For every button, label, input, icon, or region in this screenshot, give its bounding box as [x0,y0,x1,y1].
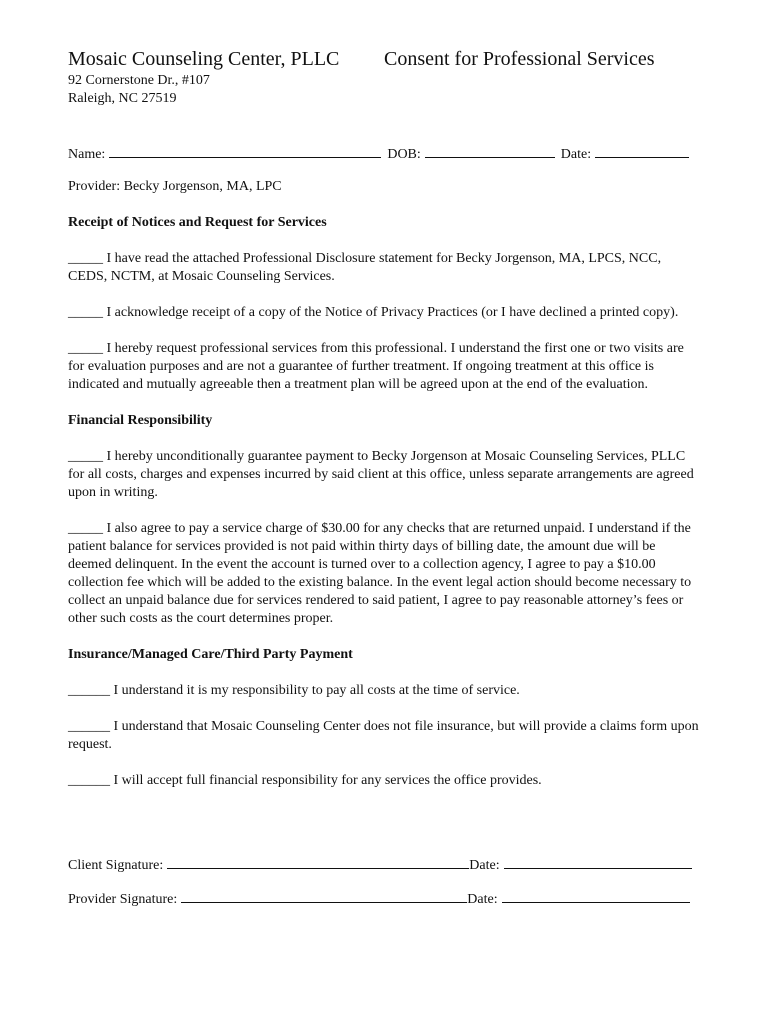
receipt-request-item: _____ I hereby request professional services from this professional. I understand the first one or two visits are for evaluation purposes and are not a guarantee of further treatment. If ongoing treatment at this office is indicated and mutually agreeable then a treatment plan will be agreed upon at the end of the evaluation. [68,341,684,392]
receipt-privacy-item: _____ I acknowledge receipt of a copy of the Notice of Privacy Practices (or I have declined a printed copy). [68,305,679,320]
address-line-2: Raleigh, NC 27519 [68,91,177,106]
name-label: Name: [68,147,106,162]
financial-charges-item: _____ I also agree to pay a service charge of $30.00 for any checks that are returned unpaid. I understand if the patient balance for services provided is not paid within thirty days of billing date, the amount due will be deemed delinquent. In the event the account is turned over to a collection agency, I agree to pay a $10.00 collection fee which will be added to the existing balance. In the event legal action should become necessary to collect an unpaid balance due for services rendered to said patient, I agree to pay reasonable attorney’s fees or other such costs as the court determines proper. [68,521,692,626]
insurance-accept-item: ______ I will accept full financial responsibility for any services the office provides. [68,773,542,788]
insurance-claims-item: ______ I understand that Mosaic Counseling Center does not file insurance, but will provide a claims form upon request. [68,719,699,752]
name-field[interactable] [109,143,381,158]
document-title: Consent for Professional Services [384,48,655,70]
dob-field[interactable] [425,143,555,158]
date-field[interactable] [595,143,689,158]
client-signature-row [68,854,702,874]
client-signature-label: Client Signature: [68,858,164,873]
provider-signature-label: Provider Signature: [68,892,178,907]
organization-name: Mosaic Counseling Center, PLLC [68,48,340,70]
client-signature-date-field[interactable] [504,854,692,869]
client-info-fields [68,143,702,163]
provider-signature-row [68,888,702,908]
receipt-disclosure-item: _____ I have read the attached Professional Disclosure statement for Becky Jorgenson, MA, LPCS, NCC, CEDS, NCTM, at Mosaic Counseling Services. [68,251,662,284]
address-line-1: 92 Cornerstone Dr., #107 [68,73,210,88]
provider-signature-date-field[interactable] [502,888,690,903]
receipt-heading: Receipt of Notices and Request for Services [68,215,327,230]
provider-signature-date-label: Date: [467,892,498,907]
date-label: Date: [560,147,592,162]
form-body [68,178,702,808]
organization-address [68,72,210,108]
insurance-heading: Insurance/Managed Care/Third Party Payment [68,647,353,662]
financial-heading: Financial Responsibility [68,413,213,428]
insurance-pay-item: ______ I understand it is my responsibility to pay all costs at the time of service. [68,683,520,698]
client-signature-date-label: Date: [469,858,500,873]
financial-guarantee-item: _____ I hereby unconditionally guarantee payment to Becky Jorgenson at Mosaic Counseling Services, PLLC for all costs, charges and expenses incurred by said client at this office, unless separate arrangements are agreed upon in writing. [68,449,694,500]
provider-signature-field[interactable] [181,888,467,903]
dob-label: DOB: [387,147,421,162]
provider-line: Provider: Becky Jorgenson, MA, LPC [68,179,282,194]
client-signature-field[interactable] [167,854,469,869]
